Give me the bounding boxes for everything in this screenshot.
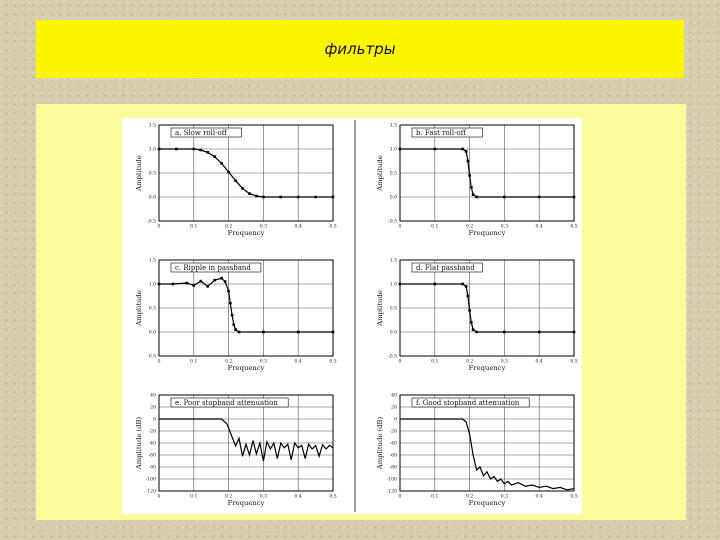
y-axis-label: Amplitude (dB) bbox=[135, 416, 143, 470]
data-point bbox=[465, 285, 468, 288]
slide-title: фильтры bbox=[324, 40, 396, 58]
y-tick-label: 40 bbox=[150, 393, 156, 399]
data-point bbox=[175, 148, 178, 151]
x-tick-label: 0.4 bbox=[535, 494, 543, 500]
x-tick-label: 0.3 bbox=[500, 494, 509, 500]
y-tick-label: 40 bbox=[391, 393, 397, 399]
x-tick-label: 0.5 bbox=[570, 359, 578, 365]
data-point bbox=[158, 148, 161, 151]
panel-title: b. Fast roll-off bbox=[416, 128, 466, 137]
y-axis-label: Amplitude (dB) bbox=[376, 416, 384, 470]
x-tick-label: 0.4 bbox=[535, 224, 543, 230]
x-tick-label: 0.5 bbox=[329, 359, 337, 365]
data-point bbox=[233, 324, 236, 327]
data-point bbox=[332, 331, 335, 334]
chart-panel-3 bbox=[376, 258, 578, 372]
chart-panel-4 bbox=[135, 393, 337, 507]
chart-panel-5 bbox=[376, 393, 578, 507]
x-tick-label: 0.3 bbox=[259, 359, 268, 365]
data-point bbox=[262, 331, 265, 334]
y-tick-label: -0.5 bbox=[388, 354, 397, 360]
x-tick-label: 0.1 bbox=[190, 494, 198, 500]
x-axis-label: Frequency bbox=[227, 229, 265, 237]
x-tick-label: 0 bbox=[398, 494, 402, 500]
x-axis-label: Frequency bbox=[227, 499, 265, 507]
y-tick-label: -120 bbox=[145, 489, 156, 495]
x-tick-label: 0.5 bbox=[570, 224, 578, 230]
data-point bbox=[231, 314, 234, 317]
y-tick-label: -40 bbox=[148, 441, 156, 447]
y-tick-label: 0.0 bbox=[148, 330, 156, 336]
data-point bbox=[280, 196, 283, 199]
y-tick-label: 20 bbox=[150, 405, 156, 411]
data-point bbox=[297, 196, 300, 199]
data-point bbox=[472, 328, 475, 331]
chart-panel-0 bbox=[135, 123, 337, 237]
panel-title: d. Flat passband bbox=[416, 263, 475, 272]
data-point bbox=[227, 171, 230, 174]
y-tick-label: 0.5 bbox=[148, 171, 156, 177]
data-point bbox=[234, 328, 237, 331]
data-point bbox=[314, 196, 317, 199]
data-point bbox=[503, 196, 506, 199]
data-point bbox=[224, 280, 227, 283]
data-point bbox=[234, 179, 237, 182]
filter-charts-svg bbox=[122, 118, 582, 514]
y-tick-label: 0 bbox=[153, 417, 156, 423]
x-tick-label: 0.4 bbox=[294, 224, 302, 230]
y-tick-label: 0.0 bbox=[148, 195, 156, 201]
x-tick-label: 0.1 bbox=[431, 224, 439, 230]
y-tick-label: -0.5 bbox=[147, 219, 156, 225]
x-tick-label: 0 bbox=[157, 224, 161, 230]
x-tick-label: 0.1 bbox=[190, 224, 198, 230]
y-tick-label: 0.5 bbox=[148, 306, 156, 312]
x-tick-label: 0.3 bbox=[500, 359, 509, 365]
data-point bbox=[193, 148, 196, 151]
chart-panel-2 bbox=[135, 258, 337, 372]
y-tick-label: -40 bbox=[389, 441, 397, 447]
x-tick-label: 0.5 bbox=[329, 224, 337, 230]
y-tick-label: 0.5 bbox=[389, 306, 397, 312]
data-point bbox=[262, 196, 265, 199]
panel-title: e. Poor stopband attenuation bbox=[175, 398, 278, 407]
data-point bbox=[206, 151, 209, 154]
y-tick-label: -60 bbox=[148, 453, 156, 459]
data-point bbox=[248, 192, 251, 195]
data-point bbox=[434, 283, 437, 286]
x-axis-label: Frequency bbox=[468, 229, 506, 237]
y-tick-label: 1.5 bbox=[148, 258, 156, 264]
panel-title: c. Ripple in passband bbox=[175, 263, 251, 272]
y-tick-label: 1.0 bbox=[148, 282, 156, 288]
data-point bbox=[213, 155, 216, 158]
data-point bbox=[461, 283, 464, 286]
y-tick-label: -0.5 bbox=[388, 219, 397, 225]
x-tick-label: 0.3 bbox=[259, 494, 268, 500]
data-point bbox=[229, 302, 232, 305]
data-point bbox=[538, 196, 541, 199]
y-tick-label: 1.5 bbox=[389, 123, 397, 129]
data-point bbox=[472, 193, 475, 196]
data-point bbox=[470, 186, 473, 189]
data-point bbox=[220, 162, 223, 165]
data-point bbox=[193, 284, 196, 287]
data-point bbox=[465, 150, 468, 153]
data-point bbox=[227, 290, 230, 293]
y-tick-label: 1.5 bbox=[148, 123, 156, 129]
y-axis-label: Amplitude bbox=[376, 290, 384, 326]
data-point bbox=[238, 331, 241, 334]
data-point bbox=[399, 148, 402, 151]
y-tick-label: 1.0 bbox=[389, 147, 397, 153]
y-tick-label: -60 bbox=[389, 453, 397, 459]
data-point bbox=[297, 331, 300, 334]
data-point bbox=[213, 279, 216, 282]
data-point bbox=[503, 331, 506, 334]
x-tick-label: 0.3 bbox=[259, 224, 268, 230]
data-point bbox=[475, 331, 478, 334]
data-point bbox=[199, 149, 202, 152]
filter-figure bbox=[122, 118, 582, 514]
data-point bbox=[255, 195, 258, 198]
data-point bbox=[206, 285, 209, 288]
data-point bbox=[573, 331, 576, 334]
data-point bbox=[199, 280, 202, 283]
data-point bbox=[467, 295, 470, 298]
data-point bbox=[434, 148, 437, 151]
x-tick-label: 0 bbox=[157, 359, 161, 365]
x-tick-label: 0.1 bbox=[190, 359, 198, 365]
panel-title: f. Good stopband attenuation bbox=[416, 398, 520, 407]
y-tick-label: 0.0 bbox=[389, 195, 397, 201]
y-tick-label: 1.0 bbox=[148, 147, 156, 153]
y-axis-label: Amplitude bbox=[135, 290, 143, 326]
panel-title: a. Slow roll-off bbox=[175, 128, 227, 137]
x-tick-label: 0.2 bbox=[224, 224, 233, 230]
x-axis-label: Frequency bbox=[468, 499, 506, 507]
data-point bbox=[220, 277, 223, 280]
data-point bbox=[538, 331, 541, 334]
x-tick-label: 0.4 bbox=[535, 359, 543, 365]
y-tick-label: -100 bbox=[145, 477, 156, 483]
y-tick-label: 0 bbox=[394, 417, 397, 423]
x-tick-label: 0.4 bbox=[294, 359, 302, 365]
y-tick-label: -120 bbox=[386, 489, 397, 495]
data-point bbox=[475, 196, 478, 199]
data-point bbox=[186, 282, 189, 285]
y-axis-label: Amplitude bbox=[376, 155, 384, 191]
y-tick-label: -100 bbox=[386, 477, 397, 483]
data-point bbox=[573, 196, 576, 199]
data-point bbox=[467, 160, 470, 163]
x-tick-label: 0.4 bbox=[294, 494, 302, 500]
data-point bbox=[241, 187, 244, 190]
x-tick-label: 0.2 bbox=[465, 494, 474, 500]
y-tick-label: 0.0 bbox=[389, 330, 397, 336]
title-band bbox=[36, 20, 684, 78]
x-tick-label: 0.3 bbox=[500, 224, 509, 230]
x-tick-label: 0 bbox=[398, 224, 402, 230]
x-tick-label: 0.2 bbox=[465, 224, 474, 230]
y-tick-label: -80 bbox=[148, 465, 156, 471]
x-axis-label: Frequency bbox=[227, 364, 265, 372]
y-tick-label: -20 bbox=[148, 429, 156, 435]
y-tick-label: -0.5 bbox=[147, 354, 156, 360]
x-tick-label: 0.2 bbox=[224, 494, 233, 500]
data-point bbox=[332, 196, 335, 199]
data-point bbox=[468, 174, 471, 177]
x-tick-label: 0 bbox=[157, 494, 161, 500]
chart-panel-1 bbox=[376, 123, 578, 237]
y-tick-label: 0.5 bbox=[389, 171, 397, 177]
y-tick-label: -20 bbox=[389, 429, 397, 435]
data-point bbox=[158, 283, 161, 286]
y-tick-label: 1.5 bbox=[389, 258, 397, 264]
data-point bbox=[399, 283, 402, 286]
x-tick-label: 0.1 bbox=[431, 494, 439, 500]
data-point bbox=[461, 148, 464, 151]
y-tick-label: 1.0 bbox=[389, 282, 397, 288]
data-point bbox=[468, 309, 471, 312]
x-tick-label: 0 bbox=[398, 359, 402, 365]
data-point bbox=[470, 321, 473, 324]
series-line bbox=[159, 278, 333, 332]
y-axis-label: Amplitude bbox=[135, 155, 143, 191]
x-tick-label: 0.2 bbox=[224, 359, 233, 365]
x-tick-label: 0.1 bbox=[431, 359, 439, 365]
x-axis-label: Frequency bbox=[468, 364, 506, 372]
y-tick-label: 20 bbox=[391, 405, 397, 411]
y-tick-label: -80 bbox=[389, 465, 397, 471]
x-tick-label: 0.5 bbox=[329, 494, 337, 500]
x-tick-label: 0.5 bbox=[570, 494, 578, 500]
x-tick-label: 0.2 bbox=[465, 359, 474, 365]
data-point bbox=[172, 283, 175, 286]
